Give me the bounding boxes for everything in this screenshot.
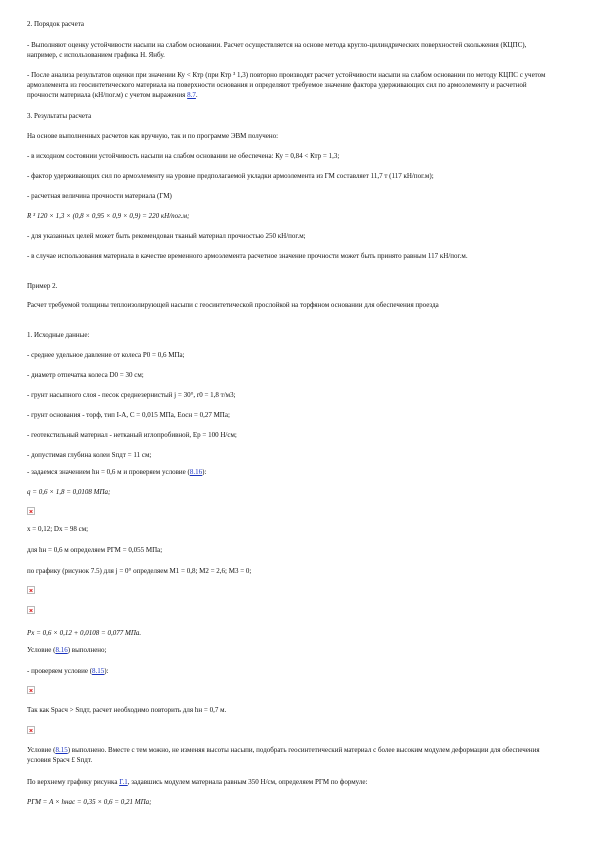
paragraph: Условие (8.16) выполнено; <box>27 646 107 654</box>
paragraph: по графику (рисунок 7.5) для j = 0° определяем M1 = 0,8; M2 = 2,6; M3 = 0; <box>27 567 252 575</box>
section-heading: 2. Порядок расчета <box>27 20 84 28</box>
formula-link[interactable]: 8.15 <box>55 746 68 754</box>
formula-link[interactable]: 8.16 <box>55 646 68 654</box>
paragraph: На основе выполненных расчетов как вручную, так и по программе ЭВМ получено: <box>27 132 279 140</box>
formula-link[interactable]: 8.7 <box>187 91 196 99</box>
paragraph: для hн = 0,6 м определяем PГМ = 0,055 МПа; <box>27 546 163 554</box>
broken-image-icon <box>27 507 35 515</box>
list-item: - допустимая глубина колеи Sпдт = 11 см; <box>27 451 152 459</box>
list-item: - грунт основания - торф, тип I-А, C = 0,015 МПа, Eосн = 0,27 МПа; <box>27 411 230 419</box>
broken-image-icon <box>27 586 35 594</box>
list-item: - грунт насыпного слоя - песок среднезернистый j = 30°, r0 = 1,8 т/м3; <box>27 391 236 399</box>
list-item: - фактор удерживающих сил по армоэлементу на уровне предполагаемой укладки армоэлемента из ГМ составляет 11,7 т (117 кН/пог.м); <box>27 172 434 180</box>
paragraph: - После анализа результатов оценки при значении Ку < Ктр (при Ктр ³ 1,3) повторно производят расчет устойчивости насыпи на слабом основании по методу КЦПС с учетом армоэлемента из геосинтетического материала на поверхности основания и определяют требуемое значение фактора удерживающих сил по армоэлементу и расчетной прочности материала (кН/пог.м) с учетом выражения 8.7. <box>27 71 546 99</box>
list-item: - задаемся значением hн = 0,6 м и проверяем условие (8.16): <box>27 468 207 476</box>
paragraph: По верхнему графику рисунка Г.1, задавшись модулем материала равным 350 Н/см, определяем PГМ по формуле: <box>27 778 368 786</box>
formula-link[interactable]: 8.16 <box>189 468 203 476</box>
list-item: - среднее удельное давление от колеса P0 = 0,6 МПа; <box>27 351 185 359</box>
broken-image-icon <box>27 686 35 694</box>
paragraph: - Выполняют оценку устойчивости насыпи на слабом основании. Расчет осуществляется на основе метода кругло-цилиндрических поверхностей скольжения (КЦПС), например, с использованием графика Н. Янбу. <box>27 41 527 59</box>
formula: PГМ = A × hнас = 0,35 × 0,6 = 0,21 МПа; <box>27 798 152 806</box>
list-item: - геотекстильный материал - нетканый иглопробивной, Ep = 100 Н/см; <box>27 431 237 439</box>
list-item: - расчетная величина прочности материала (ГМ) <box>27 192 172 200</box>
example-title: Расчет требуемой толщины теплоизолирующей насыпи с геосинтетической прослойкой на торфяном основании для обеспечения проезда <box>27 301 439 309</box>
formula: Px = 0,6 × 0,12 + 0,0108 = 0,077 МПа. <box>27 629 142 637</box>
list-item: - в случае использования материала в качестве временного армоэлемента расчетное значение прочности может быть принято равным 117 кН/пог.м. <box>27 252 468 260</box>
paragraph: x = 0,12; Dх = 98 см; <box>27 525 89 533</box>
section-heading: 3. Результаты расчета <box>27 112 92 120</box>
broken-image-icon <box>27 726 35 734</box>
list-item: - для указанных целей может быть рекомендован тканый материал прочностью 250 кН/пог.м; <box>27 232 306 240</box>
formula: q = 0,6 × 1,8 = 0,0108 МПа; <box>27 488 111 496</box>
figure-link[interactable]: Г.1 <box>119 778 128 786</box>
formula-link[interactable]: 8.15 <box>92 667 105 675</box>
paragraph: Условие (8.15) выполнено. Вместе с тем можно, не изменяя высоты насыпи, подобрать геосинтетический материал с более высоким модулем деформации для обеспечения условия Sрасч £ Sпдт. <box>27 746 540 764</box>
formula: R ³ 120 × 1,3 × (0,8 × 0,95 × 0,9 × 0,9) = 220 кН/пог.м; <box>27 212 190 220</box>
paragraph: Так как Sрасч > Sпдт, расчет необходимо повторить для hн = 0,7 м. <box>27 706 227 714</box>
section-heading: 1. Исходные данные: <box>27 331 90 339</box>
list-item: - в исходном состоянии устойчивость насыпи на слабом основании не обеспечена: Ку = 0,84 < Ктр = 1,3; <box>27 152 340 160</box>
list-item: - диаметр отпечатка колеса D0 = 30 см; <box>27 371 144 379</box>
broken-image-icon <box>27 606 35 614</box>
list-item: - проверяем условие (8.15): <box>27 667 109 675</box>
example-heading: Пример 2. <box>27 282 58 290</box>
